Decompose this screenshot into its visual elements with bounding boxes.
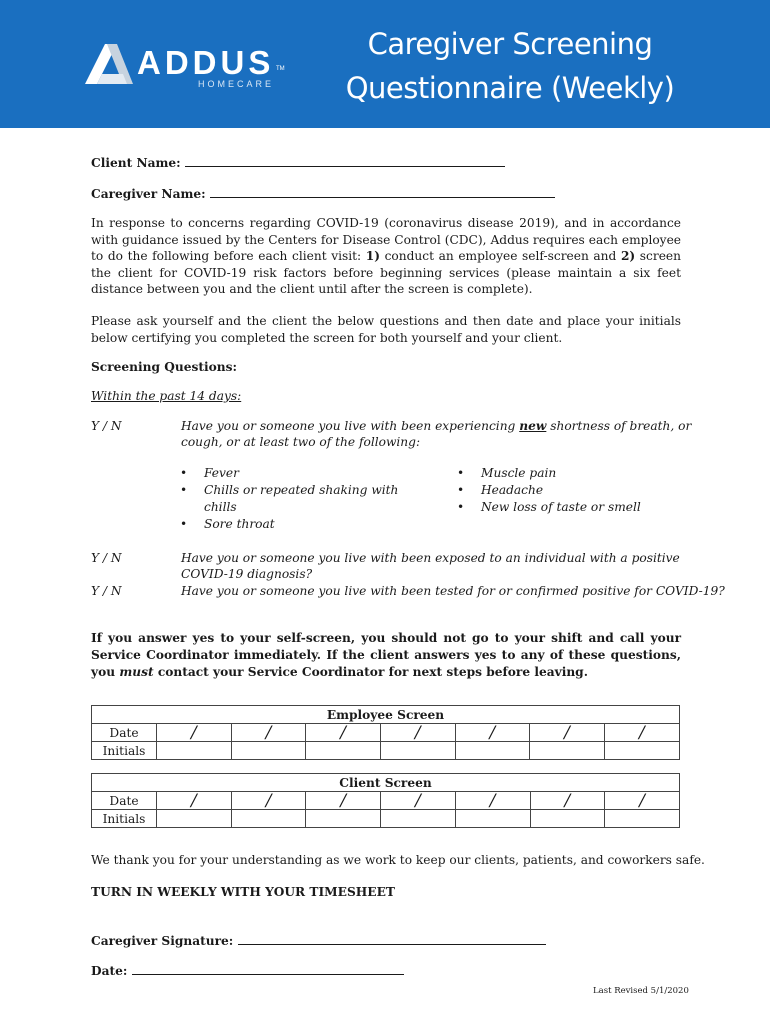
date-cell[interactable]: / bbox=[380, 724, 455, 742]
caregiver-name-line[interactable] bbox=[210, 197, 555, 198]
caregiver-name-field bbox=[91, 186, 555, 203]
initials-cell[interactable] bbox=[157, 742, 232, 760]
initials-cell[interactable] bbox=[380, 742, 455, 760]
symptom-muscle-pain: • Muscle pain bbox=[481, 465, 556, 482]
thanks-text: We thank you for your understanding as we work to keep our clients, patients, and coworkers safe. bbox=[91, 853, 705, 867]
initials-cell[interactable] bbox=[530, 810, 605, 828]
last-revised: Last Revised 5/1/2020 bbox=[593, 986, 689, 996]
q1-text-b: shortness of breath, or bbox=[546, 419, 692, 433]
addus-logo bbox=[85, 40, 295, 90]
warning-text-1: If you answer yes to your self-screen, you should not go to your shift and call your Service Coordinator immediately. If the client answers yes to any of these questions, you bbox=[91, 631, 681, 679]
initials-cell[interactable] bbox=[231, 810, 306, 828]
date-cell[interactable]: / bbox=[530, 792, 605, 810]
instruction-paragraph: Please ask yourself and the client the below questions and then date and place your initials below certifying you completed the screen for both yourself and your client. bbox=[91, 314, 681, 345]
client-screen-title: Client Screen bbox=[92, 774, 680, 792]
signature-line[interactable] bbox=[238, 944, 546, 945]
question-1-cont: cough, or at least two of the following: bbox=[181, 435, 421, 449]
q3-yes-no[interactable]: Y / N bbox=[91, 584, 122, 598]
turn-in-note: TURN IN WEEKLY WITH YOUR TIMESHEET bbox=[91, 885, 395, 899]
logo-wordmark: ADDUS bbox=[137, 44, 275, 81]
date-cell[interactable]: / bbox=[604, 724, 679, 742]
initials-cell[interactable] bbox=[530, 742, 605, 760]
title-line-1: Caregiver Screening bbox=[367, 27, 653, 61]
symptom-chills-cont: chills bbox=[204, 500, 237, 514]
intro-text-2: conduct an employee self-screen and bbox=[380, 249, 621, 264]
symptom-sore-throat: • Sore throat bbox=[204, 516, 275, 533]
warning-paragraph bbox=[91, 630, 681, 681]
date-cell[interactable]: / bbox=[455, 792, 530, 810]
warning-must: must bbox=[119, 665, 154, 679]
intro-paragraph bbox=[91, 215, 681, 298]
initials-cell[interactable] bbox=[605, 810, 680, 828]
client-screen-table bbox=[91, 773, 680, 828]
intro-text-1: In response to concerns regarding COVID-19 (coronavirus disease 2019), and in accordance with guidance issued by the Centers for Disease Control (CDC), Addus requires each employee to do the following before each client visit: bbox=[91, 216, 681, 264]
initials-cell[interactable] bbox=[455, 742, 530, 760]
client-name-line[interactable] bbox=[185, 166, 505, 167]
initials-cell[interactable] bbox=[157, 810, 232, 828]
employee-screen-table bbox=[91, 705, 680, 760]
symptom-fever: • Fever bbox=[204, 465, 239, 482]
initials-cell[interactable] bbox=[381, 810, 456, 828]
question-3: Have you or someone you live with been tested for or confirmed positive for COVID-19? bbox=[181, 584, 725, 598]
question-2: Have you or someone you live with been exposed to an individual with a positive bbox=[181, 551, 680, 565]
symptom-chills: • Chills or repeated shaking with bbox=[204, 482, 398, 499]
employee-screen-title: Employee Screen bbox=[92, 706, 680, 724]
question-1 bbox=[181, 418, 691, 435]
intro-step-1: 1) bbox=[365, 249, 380, 264]
page-title bbox=[330, 22, 690, 110]
client-name-field bbox=[91, 155, 505, 172]
addus-logo-mark-icon bbox=[85, 42, 135, 86]
caregiver-name-label: Caregiver Name: bbox=[91, 187, 206, 201]
logo-subtitle: HOMECARE bbox=[198, 79, 275, 89]
header-banner bbox=[0, 0, 770, 128]
date-cell[interactable]: / bbox=[157, 792, 232, 810]
signature-label: Caregiver Signature: bbox=[91, 934, 234, 948]
question-2-cont: COVID-19 diagnosis? bbox=[181, 567, 313, 581]
initials-cell[interactable] bbox=[604, 742, 679, 760]
date-line[interactable] bbox=[132, 974, 404, 975]
initials-cell[interactable] bbox=[306, 742, 381, 760]
intro-step-2: 2) bbox=[620, 249, 636, 264]
logo-trademark: TM bbox=[276, 66, 285, 72]
date-label: Date bbox=[92, 724, 157, 742]
warning-text-2: contact your Service Coordinator for next steps before leaving. bbox=[153, 665, 588, 679]
initials-cell[interactable] bbox=[455, 810, 530, 828]
date-cell[interactable]: / bbox=[157, 724, 232, 742]
title-line-2: Questionnaire (Weekly) bbox=[345, 71, 675, 105]
date-field-label: Date: bbox=[91, 964, 128, 978]
signature-field bbox=[91, 933, 546, 950]
initials-label: Initials bbox=[92, 742, 157, 760]
date-cell[interactable]: / bbox=[231, 724, 306, 742]
q1-text-a: Have you or someone you live with been experiencing bbox=[181, 419, 520, 433]
screening-heading: Screening Questions: bbox=[91, 360, 237, 374]
initials-cell[interactable] bbox=[306, 810, 381, 828]
intro-text-3: screen the client for COVID-19 risk factors before beginning services (please maintain a six feet distance between you and the client until after the screen is complete). bbox=[91, 249, 681, 297]
date-cell[interactable]: / bbox=[306, 724, 381, 742]
q2-yes-no[interactable]: Y / N bbox=[91, 551, 122, 565]
date-cell[interactable]: / bbox=[455, 724, 530, 742]
within-14-days: Within the past 14 days: bbox=[91, 389, 242, 403]
initials-cell[interactable] bbox=[231, 742, 306, 760]
symptom-headache: • Headache bbox=[481, 482, 543, 499]
q1-new: new bbox=[519, 419, 547, 433]
date-cell[interactable]: / bbox=[231, 792, 306, 810]
date-cell[interactable]: / bbox=[605, 792, 680, 810]
symptom-loss-taste-smell: • New loss of taste or smell bbox=[481, 499, 641, 516]
date-cell[interactable]: / bbox=[306, 792, 381, 810]
client-name-label: Client Name: bbox=[91, 156, 181, 170]
initials-label: Initials bbox=[92, 810, 157, 828]
date-field bbox=[91, 963, 404, 980]
date-cell[interactable]: / bbox=[530, 724, 605, 742]
date-cell[interactable]: / bbox=[381, 792, 456, 810]
q1-yes-no[interactable]: Y / N bbox=[91, 419, 122, 433]
date-label: Date bbox=[92, 792, 157, 810]
